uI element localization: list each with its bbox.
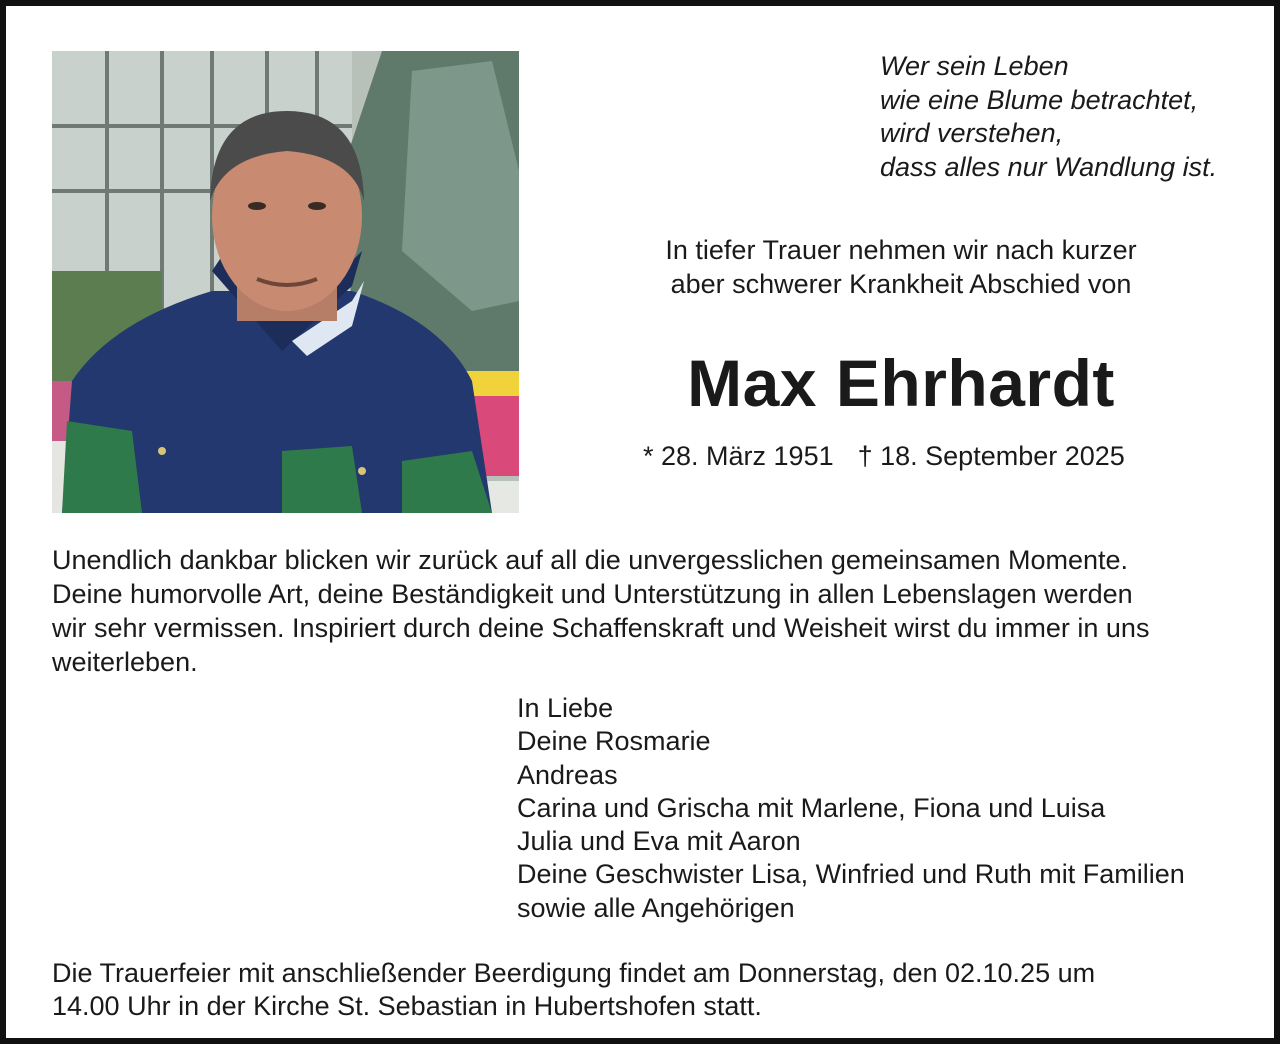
birth-date: * 28. März 1951 [643, 441, 834, 471]
mourner-line: Deine Geschwister Lisa, Winfried und Ruth mit Familien [517, 859, 1185, 890]
funeral-service-info [52, 957, 1095, 1023]
service-line: Die Trauerfeier mit anschließender Beerdigung findet am Donnerstag, den 02.10.25 um [52, 958, 1096, 988]
mourner-line: Carina und Grischa mit Marlene, Fiona und Luisa [517, 792, 1106, 823]
poem-line: Wer sein Leben [880, 51, 1069, 81]
intro-line: aber schwerer Krankheit Abschied von [670, 269, 1132, 299]
message-line: weiterleben. [52, 647, 198, 677]
death-date: † 18. September 2025 [857, 441, 1125, 471]
poem-line: wird verstehen, [880, 118, 1064, 148]
deceased-name: Max Ehrhardt [687, 346, 1115, 420]
mourner-line: sowie alle Angehörigen [517, 892, 795, 923]
intro-line: In tiefer Trauer nehmen wir nach kurzer [665, 235, 1137, 265]
mourner-line: Deine Rosmarie [517, 726, 711, 757]
announcement-intro [586, 233, 1216, 301]
mourner-line: In Liebe [517, 693, 614, 723]
poem-line: wie eine Blume betrachtet, [880, 84, 1199, 115]
message-line: Unendlich dankbar blicken wir zurück auf all die unvergesslichen gemeinsamen Momente. [52, 545, 1129, 575]
poem-quote [880, 50, 1270, 184]
service-line: 14.00 Uhr in der Kirche St. Sebastian in Hubertshofen statt. [52, 991, 762, 1021]
message-line: wir sehr vermissen. Inspiriert durch deine Schaffenskraft und Weisheit wirst du immer in uns [52, 613, 1150, 643]
portrait-photo [52, 51, 519, 513]
message-line: Deine humorvolle Art, deine Beständigkeit und Unterstützung in allen Lebenslagen werden [52, 579, 1133, 609]
mourner-line: Julia und Eva mit Aaron [517, 826, 801, 857]
remembrance-message [52, 543, 1252, 679]
life-dates [643, 439, 1125, 473]
mourners-list [517, 692, 1185, 925]
poem-line: dass alles nur Wandlung ist. [880, 151, 1218, 182]
mourner-line: Andreas [517, 759, 618, 790]
